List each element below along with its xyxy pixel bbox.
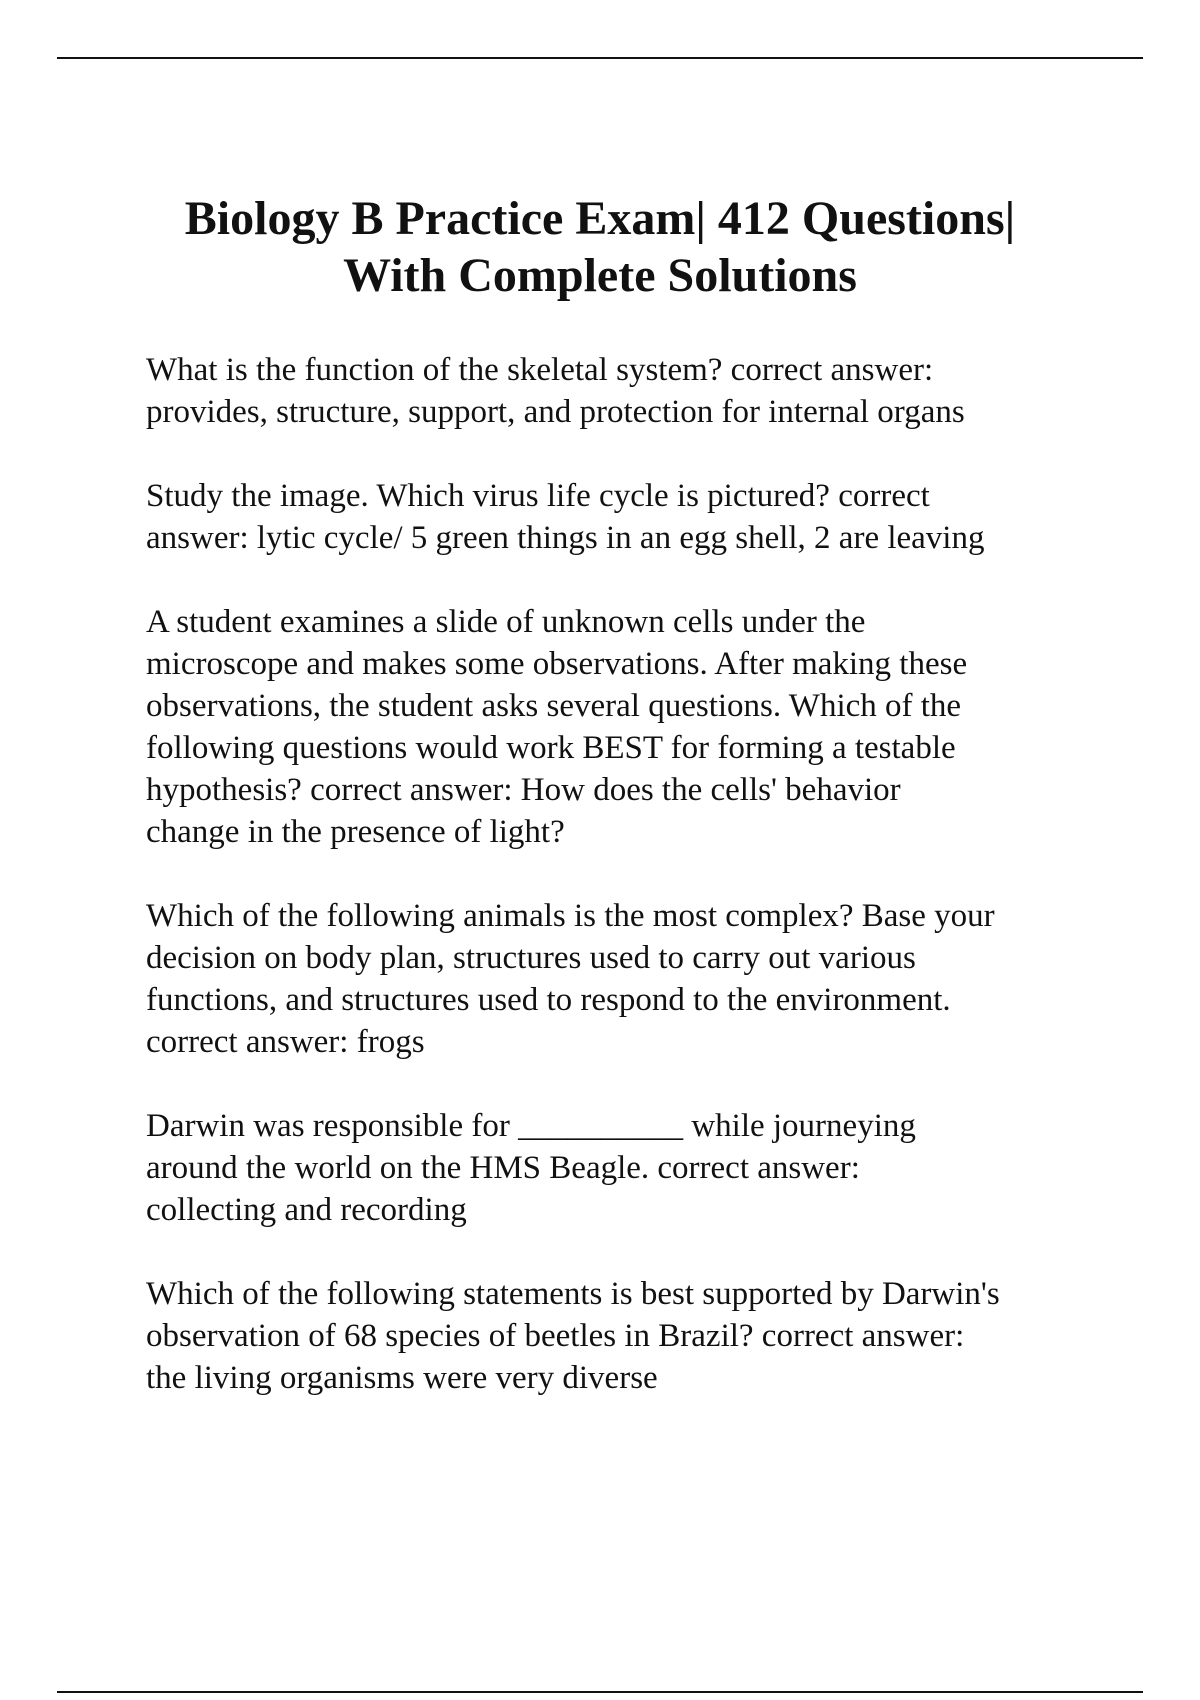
- qa-line: What is the function of the skeletal system? correct answer:: [146, 352, 934, 388]
- qa-line: A student examines a slide of unknown cells under the: [146, 604, 866, 640]
- qa-item: [146, 349, 1146, 433]
- qa-line: observation of 68 species of beetles in Brazil? correct answer:: [146, 1318, 965, 1354]
- qa-line: collecting and recording: [146, 1192, 467, 1228]
- qa-line: correct answer: frogs: [146, 1024, 425, 1060]
- qa-line: the living organisms were very diverse: [146, 1360, 658, 1396]
- qa-line: observations, the student asks several questions. Which of the: [146, 688, 962, 724]
- title-line: Biology B Practice Exam| 412 Questions|: [184, 192, 1016, 245]
- qa-item: [146, 601, 1146, 853]
- qa-item: [146, 475, 1146, 559]
- qa-line: functions, and structures used to respond to the environment.: [146, 982, 951, 1018]
- qa-line: around the world on the HMS Beagle. correct answer:: [146, 1150, 860, 1186]
- qa-line: Which of the following animals is the most complex? Base your: [146, 898, 995, 934]
- qa-item: [146, 1105, 1146, 1231]
- qa-line: Darwin was responsible for __________ while journeying: [146, 1108, 916, 1144]
- qa-line: Study the image. Which virus life cycle is pictured? correct: [146, 478, 930, 514]
- qa-list: [146, 349, 1146, 1441]
- title-line: With Complete Solutions: [343, 249, 857, 302]
- qa-line: Which of the following statements is best supported by Darwin's: [146, 1276, 1000, 1312]
- qa-line: change in the presence of light?: [146, 814, 565, 850]
- qa-line: microscope and makes some observations. After making these: [146, 646, 968, 682]
- bottom-divider: [57, 1691, 1143, 1693]
- qa-line: hypothesis? correct answer: How does the cells' behavior: [146, 772, 901, 808]
- page-title: [100, 190, 1100, 304]
- qa-line: decision on body plan, structures used to carry out various: [146, 940, 916, 976]
- top-divider: [57, 57, 1143, 59]
- qa-line: following questions would work BEST for forming a testable: [146, 730, 956, 766]
- qa-line: answer: lytic cycle/ 5 green things in an egg shell, 2 are leaving: [146, 520, 985, 556]
- qa-line: provides, structure, support, and protection for internal organs: [146, 394, 965, 430]
- qa-item: [146, 1273, 1146, 1399]
- qa-item: [146, 895, 1146, 1063]
